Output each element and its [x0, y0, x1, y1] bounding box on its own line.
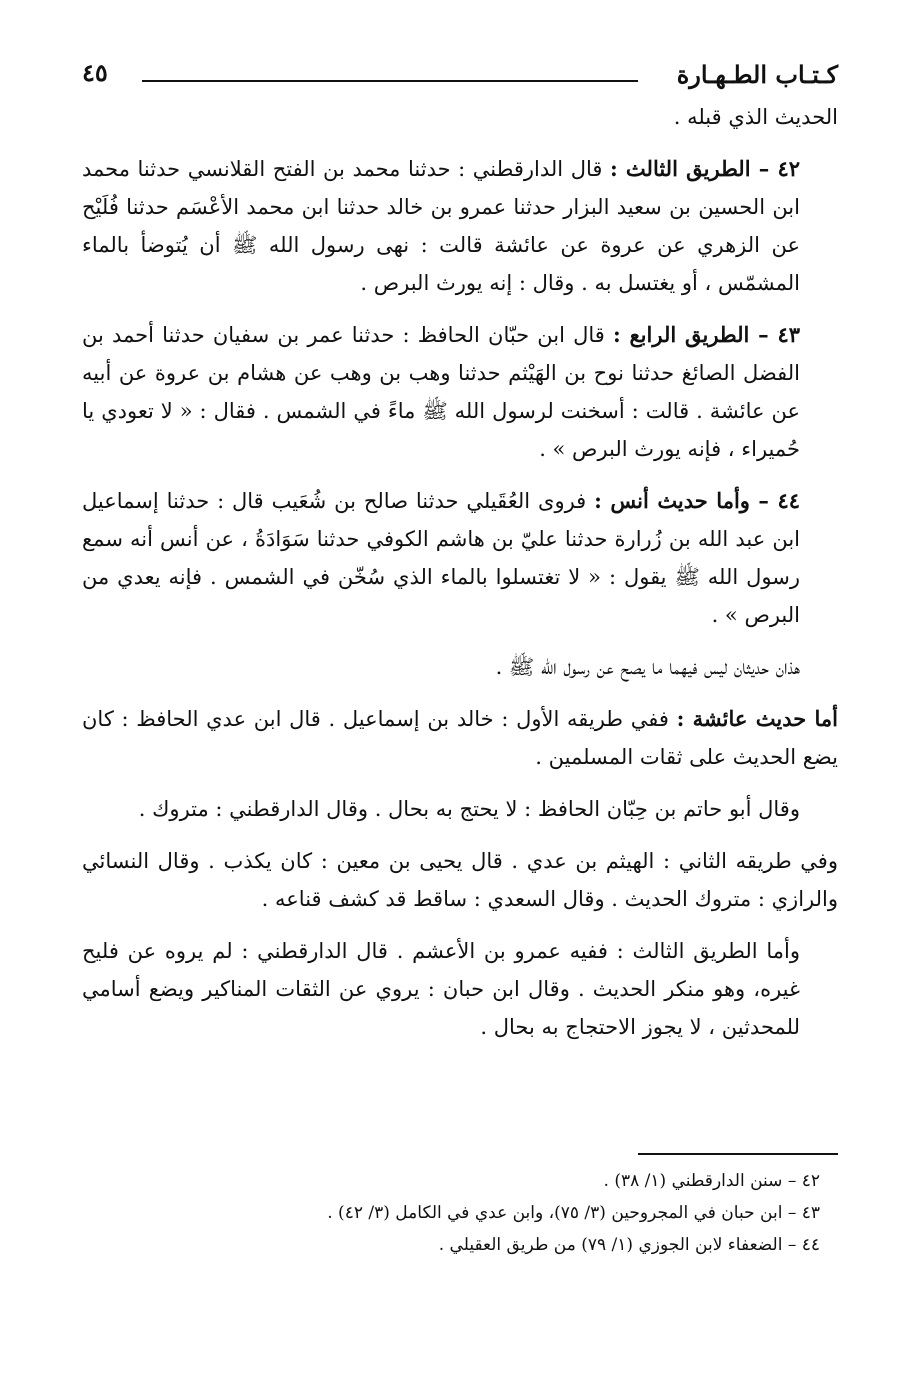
paragraph-lead: ٤٣ – الطريق الرابع : [612, 322, 801, 347]
paragraph-continuation: الحديث الذي قبله . [673, 105, 838, 129]
paragraph-verdict: هذان حديثان ليس فيهما ما يصح عن رسول الله ﷺ . [495, 655, 800, 679]
paragraph-hadith-44 [82, 482, 838, 634]
running-header [82, 58, 838, 94]
paragraph-body: فروى العُقَيلي حدثنا صالح بن شُعَيب قال : حدثنا إسماعيل ابن عبد الله بن زُرارة حدثنا عليّ بن هاشم الكوفي حدثنا سَوَادَةُ ، عن أنس أنه سمع رسول الله ﷺ يقول : « لا تغتسلوا بالماء الذي سُخّن في الشمس . فإنه يعدي من البرص » . [82, 489, 800, 627]
chapter-title: كـتـاب الطـهـارة [676, 60, 838, 89]
paragraph-aisha-first-path [82, 700, 838, 776]
paragraph-ibn-hibban: وقال أبو حاتم بن حِبّان الحافظ : لا يحتج به بحال . وقال الدارقطني : متروك . [138, 797, 800, 821]
paragraph-third-path: وأما الطريق الثالث : ففيه عمرو بن الأعشم . قال الدارقطني : لم يروه عن فليح غيره، وهو منكر الحديث . وقال ابن حبان : يروي عن الثقات المناكير ويضع أسامي للمحدثين ، لا يجوز الاحتجاج به بحال . [82, 939, 800, 1039]
footnote-44: ٤٤ – الضعفاء لابن الجوزي (١/ ٧٩) من طريق العقيلي . [438, 1235, 820, 1255]
main-text [82, 98, 838, 1060]
footnotes [100, 1165, 820, 1261]
paragraph-lead: ٤٤ – وأما حديث أنس : [594, 488, 800, 513]
paragraph-body: قال ابن حبّان الحافظ : حدثنا عمر بن سفيان حدثنا أحمد بن الفضل الصائغ حدثنا نوح بن الهَيْثم حدثنا وهب بن وهب عن هشام بن عروة عن أبيه عن عائشة . قالت : أسخنت لرسول الله ﷺ ماءً في الشمس . فقال : « لا تعودي يا حُميراء ، فإنه يورث البرص » . [82, 323, 800, 461]
paragraph-body: ففي طريقه الأول : خالد بن إسماعيل . قال ابن عدي الحافظ : كان يضع الحديث على ثقات المسلمين . [82, 707, 838, 769]
paragraph-body: قال الدارقطني : حدثنا محمد بن الفتح القلانسي حدثنا محمد ابن الحسين بن سعيد البزار حدثنا عمرو بن خالد حدثنا ابن محمد الأعْسَم حدثنا فُلَيْح عن الزهري عن عروة عن عائشة قالت : نهى رسول الله ﷺ أن يُتوضأ بالماء المشمّس ، أو يغتسل به . وقال : إنه يورث البرص . [82, 157, 800, 295]
footnote-separator [638, 1153, 838, 1155]
paragraph-hadith-42 [82, 150, 838, 302]
paragraph-second-path: وفي طريقه الثاني : الهيثم بن عدي . قال يحيى بن معين : كان يكذب . وقال النسائي والرازي : متروك الحديث . وقال السعدي : ساقط قد كشف قناعه . [82, 849, 838, 911]
page-number: ٤٥ [82, 58, 108, 87]
footnote-42: ٤٢ – سنن الدارقطني (١/ ٣٨) . [603, 1171, 820, 1191]
header-rule [142, 80, 638, 82]
paragraph-lead: أما حديث عائشة : [676, 706, 839, 731]
footnote-43: ٤٣ – ابن حبان في المجروحين (٣/ ٧٥)، وابن عدي في الكامل (٣/ ٤٢) . [327, 1203, 820, 1223]
paragraph-hadith-43 [82, 316, 838, 468]
paragraph-lead: ٤٢ – الطريق الثالث : [609, 156, 800, 181]
